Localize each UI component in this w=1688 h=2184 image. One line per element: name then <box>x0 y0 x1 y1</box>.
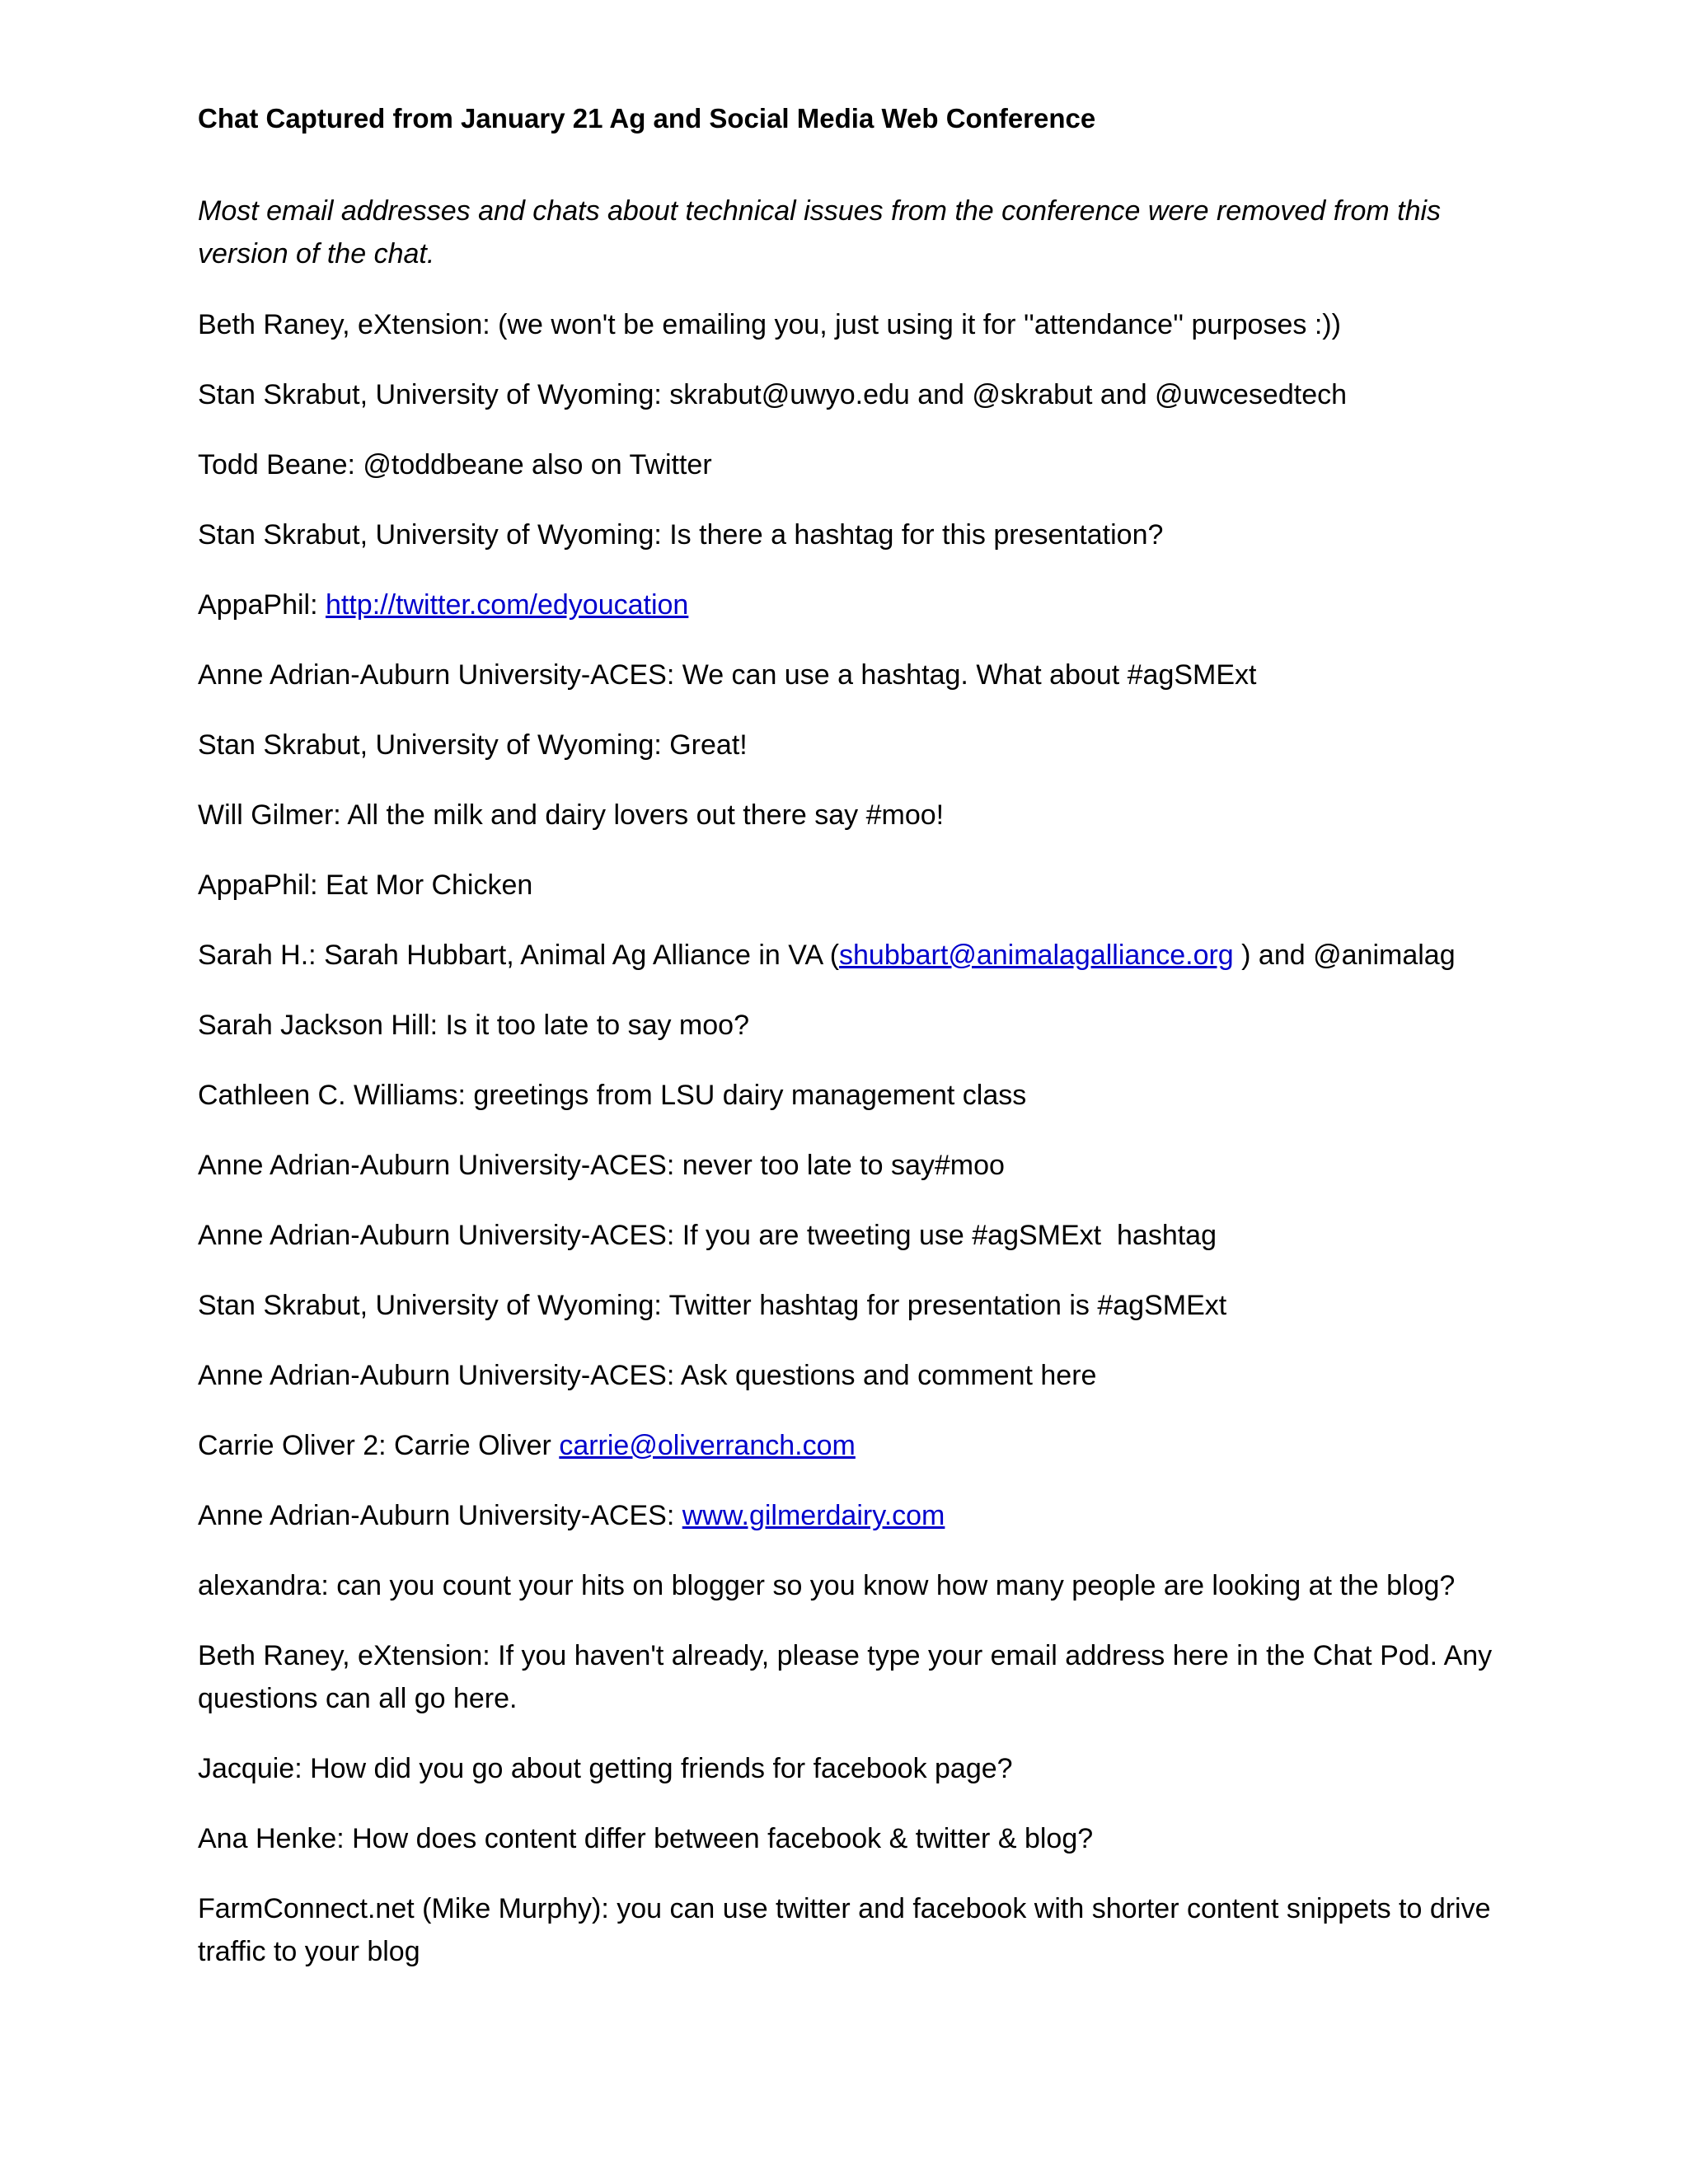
chat-message <box>198 934 1500 977</box>
chat-message <box>198 1494 1500 1537</box>
chat-message <box>198 1817 1500 1860</box>
chat-message-text: Cathleen C. Williams: greetings from LSU dairy management class <box>198 1080 1027 1111</box>
document-page <box>198 97 1500 2000</box>
chat-message-link[interactable]: shubbart@animalagalliance.org <box>839 940 1234 971</box>
chat-message-text: Anne Adrian-Auburn University-ACES: Ask questions and comment here <box>198 1360 1097 1391</box>
chat-message-text: AppaPhil: <box>198 589 326 621</box>
chat-message <box>198 1074 1500 1117</box>
chat-transcript <box>198 303 1500 1973</box>
chat-message-text: Carrie Oliver 2: Carrie Oliver <box>198 1430 560 1461</box>
chat-message-text: Anne Adrian-Auburn University-ACES: never too late to say#moo <box>198 1150 1005 1181</box>
chat-message-text: Anne Adrian-Auburn University-ACES: <box>198 1500 682 1531</box>
chat-message <box>198 654 1500 696</box>
chat-message-text: Anne Adrian-Auburn University-ACES: We can use a hashtag. What about #agSMExt <box>198 659 1257 691</box>
chat-message-text: Beth Raney, eXtension: (we won't be emailing you, just using it for ''attendance'' purposes :)) <box>198 309 1341 340</box>
chat-message <box>198 724 1500 766</box>
chat-message-link[interactable]: carrie@oliverranch.com <box>559 1430 856 1461</box>
chat-message <box>198 1564 1500 1607</box>
chat-message <box>198 1887 1500 1973</box>
chat-message-text: FarmConnect.net (Mike Murphy): you can use twitter and facebook with shorter content snippets to drive traffic to your blog <box>198 1893 1498 1967</box>
chat-message <box>198 1354 1500 1397</box>
chat-message <box>198 1214 1500 1257</box>
chat-message-link[interactable]: www.gilmerdairy.com <box>682 1500 945 1531</box>
chat-message <box>198 1284 1500 1327</box>
chat-message <box>198 1004 1500 1047</box>
chat-message-text-tail: ) and @animalag <box>1233 940 1456 971</box>
editor-note: Most email addresses and chats about technical issues from the conference were removed from this version of the chat. <box>198 195 1442 269</box>
chat-message <box>198 1424 1500 1467</box>
chat-message-text: Ana Henke: How does content differ between facebook & twitter & blog? <box>198 1823 1094 1854</box>
chat-message <box>198 1634 1500 1720</box>
chat-message-text: Todd Beane: @toddbeane also on Twitter <box>198 449 712 480</box>
chat-message <box>198 583 1500 626</box>
chat-message-text: Sarah Jackson Hill: Is it too late to say moo? <box>198 1010 749 1041</box>
chat-message-text: Stan Skrabut, University of Wyoming: Twitter hashtag for presentation is #agSMExt <box>198 1290 1227 1321</box>
chat-message <box>198 864 1500 907</box>
chat-message <box>198 1747 1500 1790</box>
chat-message-text: Stan Skrabut, University of Wyoming: Great! <box>198 729 748 761</box>
chat-message <box>198 513 1500 556</box>
chat-message-text: alexandra: can you count your hits on blogger so you know how many people are looking at the blog? <box>198 1570 1456 1601</box>
chat-message-text: AppaPhil: Eat Mor Chicken <box>198 869 533 901</box>
chat-message-text: Beth Raney, eXtension: If you haven't already, please type your email address here in the Chat Pod. Any questions can all go here. <box>198 1640 1500 1714</box>
chat-message <box>198 1144 1500 1187</box>
chat-message <box>198 443 1500 486</box>
chat-message <box>198 794 1500 837</box>
chat-message-text: Stan Skrabut, University of Wyoming: Is there a hashtag for this presentation? <box>198 519 1164 551</box>
chat-message-text: Anne Adrian-Auburn University-ACES: If you are tweeting use #agSMExt hashtag <box>198 1220 1217 1251</box>
document-title: Chat Captured from January 21 Ag and Social Media Web Conference <box>198 103 1096 134</box>
chat-message <box>198 303 1500 346</box>
chat-message <box>198 373 1500 416</box>
chat-message-text: Will Gilmer: All the milk and dairy lovers out there say #moo! <box>198 799 945 831</box>
chat-message-text: Stan Skrabut, University of Wyoming: skrabut@uwyo.edu and @skrabut and @uwcesedtech <box>198 379 1348 410</box>
chat-message-text: Jacquie: How did you go about getting friends for facebook page? <box>198 1753 1013 1784</box>
chat-message-text: Sarah H.: Sarah Hubbart, Animal Ag Alliance in VA ( <box>198 940 840 971</box>
chat-message-link[interactable]: http://twitter.com/edyoucation <box>326 589 689 621</box>
